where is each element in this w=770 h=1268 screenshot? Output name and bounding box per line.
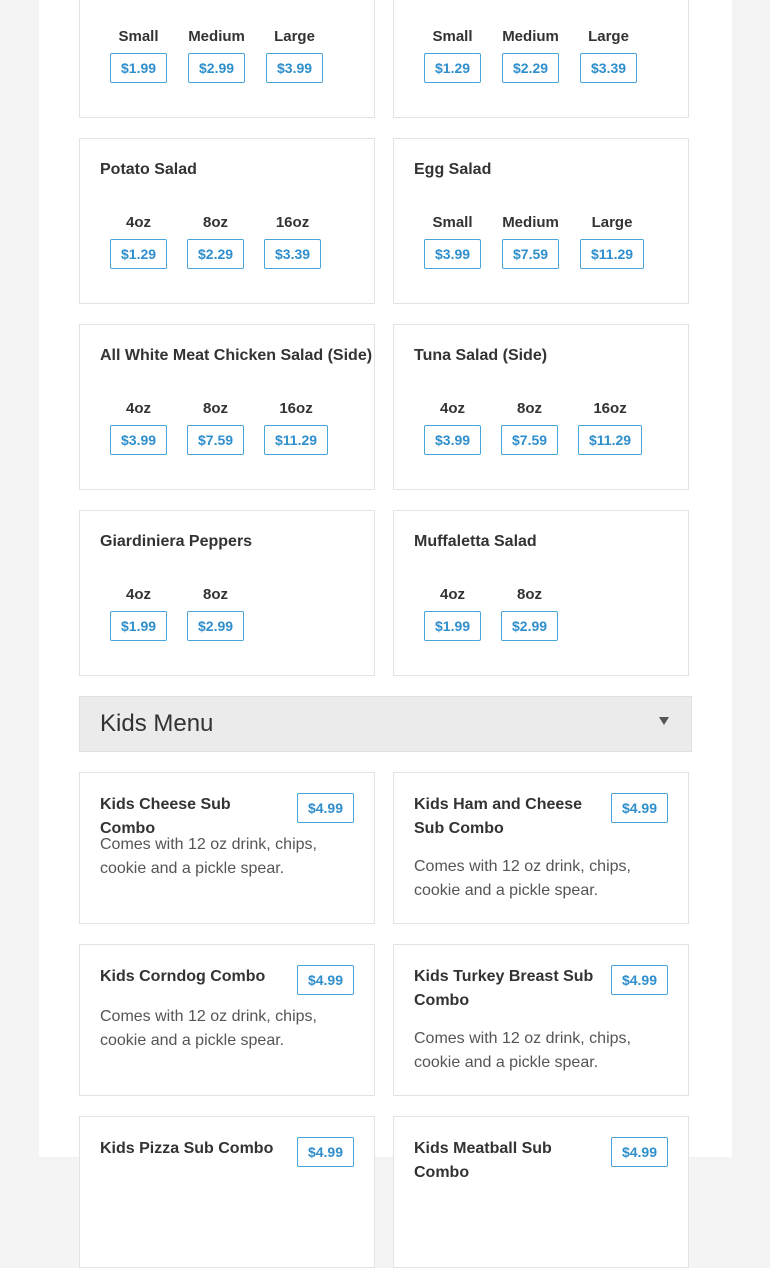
- price-button[interactable]: $1.29: [424, 53, 481, 83]
- size-label: 4oz: [126, 586, 152, 603]
- size-label: 16oz: [593, 400, 627, 417]
- size-label: 16oz: [275, 214, 310, 231]
- size-label: Large: [588, 28, 629, 45]
- price-button[interactable]: $3.99: [424, 239, 481, 269]
- price-button[interactable]: $3.99: [110, 425, 167, 455]
- size-label: Medium: [188, 28, 245, 45]
- price-button[interactable]: $7.59: [502, 239, 559, 269]
- price-button[interactable]: $3.99: [424, 425, 481, 455]
- price-button[interactable]: $2.29: [187, 239, 244, 269]
- size-label: 4oz: [440, 400, 466, 417]
- menu-item-card: [79, 0, 375, 118]
- price-button[interactable]: $4.99: [297, 965, 354, 995]
- price-button[interactable]: $4.99: [297, 1137, 354, 1167]
- size-label: Medium: [502, 214, 559, 231]
- size-label: Large: [591, 214, 633, 231]
- item-description: Comes with 12 oz drink, chips, cookie and a pickle spear.: [414, 1030, 631, 1071]
- size-label: 8oz: [203, 214, 229, 231]
- section-title: Kids Menu: [100, 710, 214, 737]
- item-title: Giardiniera Peppers: [100, 533, 253, 550]
- price-button[interactable]: $1.99: [110, 611, 167, 641]
- size-label: 8oz: [203, 586, 229, 603]
- size-label: 4oz: [440, 586, 466, 603]
- size-label: 8oz: [517, 586, 543, 603]
- item-title: Potato Salad: [100, 161, 197, 178]
- item-title: Kids Cheese Sub Combo: [100, 796, 231, 837]
- price-button[interactable]: $2.99: [188, 53, 245, 83]
- item-title: Kids Corndog Combo: [100, 968, 266, 985]
- price-button[interactable]: $2.99: [501, 611, 558, 641]
- item-title: All White Meat Chicken Salad (Side): [100, 347, 373, 364]
- menu-item-card: [79, 510, 375, 676]
- size-label: 8oz: [517, 400, 543, 417]
- size-label: Medium: [502, 28, 559, 45]
- menu-item-card: [393, 510, 689, 676]
- price-button[interactable]: $1.99: [110, 53, 167, 83]
- item-title: Kids Pizza Sub Combo: [100, 1140, 274, 1157]
- chevron-down-icon[interactable]: [659, 717, 669, 725]
- item-title: Egg Salad: [414, 161, 492, 178]
- menu-item-card: [79, 324, 375, 490]
- item-title: Muffaletta Salad: [414, 533, 537, 550]
- item-title: Kids Ham and Cheese Sub Combo: [414, 796, 583, 837]
- size-label: 4oz: [126, 214, 152, 231]
- price-button[interactable]: $4.99: [297, 793, 354, 823]
- price-button[interactable]: $3.39: [580, 53, 637, 83]
- menu-page: [39, 0, 732, 1181]
- item-title: Tuna Salad (Side): [414, 347, 548, 364]
- price-button[interactable]: $4.99: [611, 1137, 668, 1167]
- price-button[interactable]: $3.99: [266, 53, 323, 83]
- size-label: 16oz: [279, 400, 313, 417]
- kids-menu-section-header[interactable]: [79, 696, 692, 752]
- menu-item-card: [79, 138, 375, 304]
- item-description: Comes with 12 oz drink, chips, cookie and a pickle spear.: [414, 858, 631, 899]
- menu-item-card: [393, 138, 689, 304]
- price-button[interactable]: $4.99: [611, 793, 668, 823]
- item-title: Kids Meatball Sub Combo: [414, 1140, 552, 1181]
- price-button[interactable]: $2.29: [502, 53, 559, 83]
- item-description: Comes with 12 oz drink, chips, cookie and a pickle spear.: [100, 1008, 317, 1049]
- kids-item-card: [79, 1116, 375, 1268]
- item-title: Kids Turkey Breast Sub Combo: [414, 968, 594, 1009]
- size-label: Small: [432, 214, 473, 231]
- price-button[interactable]: $3.39: [264, 239, 321, 269]
- price-button[interactable]: $1.99: [424, 611, 481, 641]
- kids-item-card: [79, 944, 375, 1096]
- price-button[interactable]: $1.29: [110, 239, 167, 269]
- size-label: 8oz: [203, 400, 229, 417]
- item-description: Comes with 12 oz drink, chips, cookie and a pickle spear.: [100, 836, 317, 877]
- size-label: Large: [274, 28, 315, 45]
- price-button[interactable]: $11.29: [578, 425, 642, 455]
- kids-item-card: [393, 1116, 689, 1268]
- size-label: 4oz: [126, 400, 152, 417]
- price-button[interactable]: $4.99: [611, 965, 668, 995]
- price-button[interactable]: $11.29: [264, 425, 328, 455]
- size-label: Small: [432, 28, 473, 45]
- price-button[interactable]: $2.99: [187, 611, 244, 641]
- price-button[interactable]: $7.59: [501, 425, 558, 455]
- kids-item-card: [393, 772, 689, 924]
- price-button[interactable]: $7.59: [187, 425, 244, 455]
- menu-item-card: [393, 0, 689, 118]
- price-button[interactable]: $11.29: [580, 239, 644, 269]
- kids-item-card: [79, 772, 375, 924]
- menu-item-card: [393, 324, 689, 490]
- kids-item-card: [393, 944, 689, 1096]
- size-label: Small: [118, 28, 159, 45]
